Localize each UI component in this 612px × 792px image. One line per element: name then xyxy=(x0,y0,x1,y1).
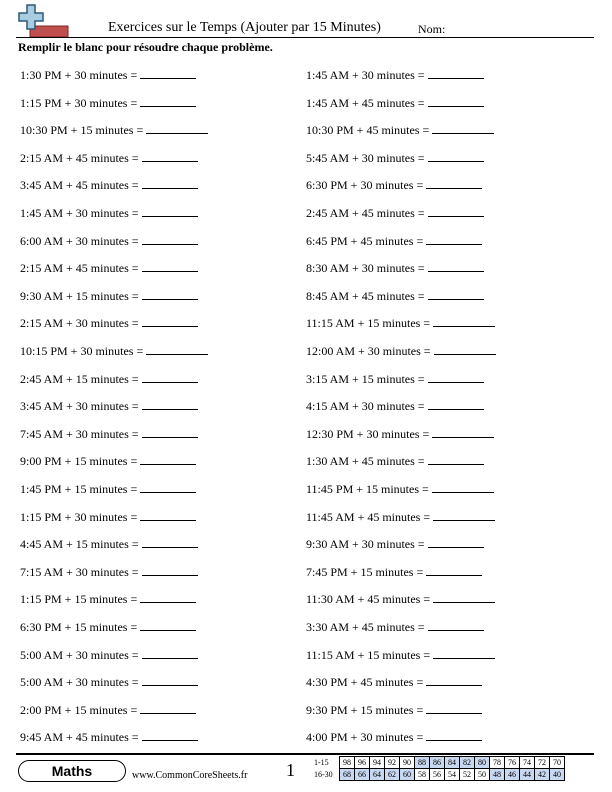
answer-blank[interactable] xyxy=(428,287,484,300)
problem-text: 5:00 AM + 30 minutes = xyxy=(20,675,139,690)
problem-text: 5:00 AM + 30 minutes = xyxy=(20,647,139,662)
score-row-labels xyxy=(314,757,333,781)
problem-item xyxy=(306,397,484,414)
problem-item xyxy=(306,287,484,304)
problem-item xyxy=(306,204,484,221)
problem-text: 4:30 PM + 45 minutes = xyxy=(306,675,424,690)
answer-blank[interactable] xyxy=(142,176,198,189)
problem-item xyxy=(306,728,482,745)
answer-blank[interactable] xyxy=(146,121,208,134)
score-row-label: 16-30 xyxy=(314,770,333,779)
answer-blank[interactable] xyxy=(433,508,495,521)
answer-blank[interactable] xyxy=(140,66,196,79)
score-cell: 78 xyxy=(490,757,505,769)
problem-text: 1:15 PM + 15 minutes = xyxy=(20,592,138,607)
score-cell: 92 xyxy=(385,757,400,769)
answer-blank[interactable] xyxy=(428,259,484,272)
problem-text: 3:15 AM + 15 minutes = xyxy=(306,371,425,386)
problem-text: 9:45 AM + 45 minutes = xyxy=(20,730,139,745)
problem-text: 11:45 AM + 45 minutes = xyxy=(306,509,431,524)
problem-text: 2:45 AM + 45 minutes = xyxy=(306,206,425,220)
score-cell: 54 xyxy=(445,769,460,781)
score-cell: 80 xyxy=(475,757,490,769)
problem-item xyxy=(306,535,484,552)
score-cell: 76 xyxy=(505,757,520,769)
answer-blank[interactable] xyxy=(426,563,482,576)
problem-text: 7:45 PM + 15 minutes = xyxy=(306,564,424,579)
problem-text: 6:00 AM + 30 minutes = xyxy=(20,233,139,248)
problem-item xyxy=(20,618,196,635)
answer-blank[interactable] xyxy=(142,397,198,410)
answer-blank[interactable] xyxy=(426,701,482,714)
answer-blank[interactable] xyxy=(142,204,198,217)
answer-blank[interactable] xyxy=(433,314,495,327)
footer-divider xyxy=(16,753,594,755)
problem-item xyxy=(306,370,484,387)
problem-item xyxy=(306,425,494,442)
problem-item xyxy=(306,452,484,469)
problem-item xyxy=(20,646,198,663)
answer-blank[interactable] xyxy=(140,590,196,603)
header-divider xyxy=(16,37,594,38)
answer-blank[interactable] xyxy=(426,673,482,686)
problem-item xyxy=(306,149,484,166)
problem-item xyxy=(306,480,494,497)
answer-blank[interactable] xyxy=(142,259,198,272)
page-title: Exercices sur le Temps (Ajouter par 15 Minutes) xyxy=(108,20,381,35)
answer-blank[interactable] xyxy=(428,204,484,217)
answer-blank[interactable] xyxy=(140,508,196,521)
answer-blank[interactable] xyxy=(142,728,198,741)
score-cell: 58 xyxy=(415,769,430,781)
answer-blank[interactable] xyxy=(428,66,484,79)
problem-text: 9:30 PM + 15 minutes = xyxy=(306,702,424,717)
answer-blank[interactable] xyxy=(428,535,484,548)
score-table xyxy=(339,756,565,781)
answer-blank[interactable] xyxy=(142,149,198,162)
problem-text: 7:15 AM + 30 minutes = xyxy=(20,564,139,579)
problem-item xyxy=(20,701,196,718)
score-cell: 62 xyxy=(385,769,400,781)
problem-item xyxy=(20,342,208,359)
problem-text: 2:15 AM + 45 minutes = xyxy=(20,261,139,276)
problem-item xyxy=(20,452,196,469)
problem-item xyxy=(306,66,484,83)
answer-blank[interactable] xyxy=(428,370,484,383)
problem-item xyxy=(20,508,196,525)
problem-text: 10:30 PM + 45 minutes = xyxy=(306,123,430,138)
problem-item xyxy=(306,646,495,663)
website-label: www.CommonCoreSheets.fr xyxy=(132,770,248,781)
name-label: Nom: xyxy=(418,22,446,36)
score-cell: 40 xyxy=(550,769,565,781)
problem-item xyxy=(20,121,208,138)
score-cell: 84 xyxy=(445,757,460,769)
score-cell: 94 xyxy=(370,757,385,769)
problem-text: 9:00 PM + 15 minutes = xyxy=(20,454,138,469)
problem-text: 1:30 PM + 30 minutes = xyxy=(20,68,138,82)
problem-text: 2:15 AM + 45 minutes = xyxy=(20,150,139,165)
problem-text: 4:15 AM + 30 minutes = xyxy=(306,399,425,414)
problem-text: 3:45 AM + 30 minutes = xyxy=(20,399,139,414)
problem-item xyxy=(306,259,484,276)
problem-item xyxy=(20,673,198,690)
problem-item xyxy=(20,176,198,193)
score-cell: 96 xyxy=(355,757,370,769)
score-cell: 50 xyxy=(475,769,490,781)
problem-item xyxy=(306,94,484,111)
answer-blank[interactable] xyxy=(426,176,482,189)
problem-item xyxy=(306,701,482,718)
answer-blank[interactable] xyxy=(142,673,198,686)
problem-text: 10:15 PM + 30 minutes = xyxy=(20,344,144,358)
problem-text: 1:45 AM + 45 minutes = xyxy=(306,95,425,110)
problem-item xyxy=(20,535,198,552)
score-cell: 64 xyxy=(370,769,385,781)
score-cell: 60 xyxy=(400,769,415,781)
problem-text: 6:30 PM + 30 minutes = xyxy=(306,178,424,193)
answer-blank[interactable] xyxy=(142,287,198,300)
problem-text: 8:45 AM + 45 minutes = xyxy=(306,288,425,303)
problem-text: 5:45 AM + 30 minutes = xyxy=(306,150,425,165)
problem-item xyxy=(20,204,198,221)
score-cell: 82 xyxy=(460,757,475,769)
answer-blank[interactable] xyxy=(142,425,198,438)
problem-item xyxy=(306,314,495,331)
problem-item xyxy=(20,314,198,331)
answer-blank[interactable] xyxy=(142,646,198,659)
score-cell: 48 xyxy=(490,769,505,781)
problem-text: 4:00 PM + 30 minutes = xyxy=(306,730,424,745)
answer-blank[interactable] xyxy=(142,535,198,548)
problem-text: 11:45 PM + 15 minutes = xyxy=(306,482,429,496)
problem-text: 2:15 AM + 30 minutes = xyxy=(20,316,139,331)
problem-item xyxy=(20,480,196,497)
problem-item xyxy=(20,425,198,442)
problem-item xyxy=(20,397,198,414)
score-cell: 52 xyxy=(460,769,475,781)
problem-item xyxy=(20,728,198,745)
problem-item xyxy=(20,259,198,276)
problem-text: 1:45 AM + 30 minutes = xyxy=(306,68,425,82)
score-cell: 44 xyxy=(520,769,535,781)
page-number: 1 xyxy=(286,760,295,780)
problem-item xyxy=(20,66,196,83)
problem-item xyxy=(306,508,495,525)
score-cell: 74 xyxy=(520,757,535,769)
score-cell: 68 xyxy=(340,769,355,781)
problem-text: 12:30 PM + 30 minutes = xyxy=(306,426,430,441)
problem-text: 12:00 AM + 30 minutes = xyxy=(306,344,431,358)
problem-item xyxy=(306,563,482,580)
score-cell: 98 xyxy=(340,757,355,769)
answer-blank[interactable] xyxy=(428,94,484,107)
problem-text: 10:30 PM + 15 minutes = xyxy=(20,123,144,138)
answer-blank[interactable] xyxy=(140,94,196,107)
answer-blank[interactable] xyxy=(432,480,494,493)
answer-blank[interactable] xyxy=(146,342,208,355)
answer-blank[interactable] xyxy=(142,563,198,576)
answer-blank[interactable] xyxy=(142,314,198,327)
problem-text: 1:30 AM + 45 minutes = xyxy=(306,454,425,469)
answer-blank[interactable] xyxy=(433,646,495,659)
problem-item xyxy=(20,590,196,607)
score-cell: 72 xyxy=(535,757,550,769)
problem-item xyxy=(20,563,198,580)
answer-blank[interactable] xyxy=(432,121,494,134)
problem-text: 7:45 AM + 30 minutes = xyxy=(20,426,139,441)
answer-blank[interactable] xyxy=(434,342,496,355)
problem-text: 4:45 AM + 15 minutes = xyxy=(20,537,139,552)
problem-text: 11:15 AM + 15 minutes = xyxy=(306,647,431,662)
problem-item xyxy=(20,232,198,249)
problem-text: 6:45 PM + 45 minutes = xyxy=(306,233,424,248)
problem-item xyxy=(306,673,482,690)
subject-badge: Maths xyxy=(18,760,126,782)
score-row xyxy=(340,769,565,781)
problem-item xyxy=(306,121,494,138)
answer-blank[interactable] xyxy=(140,480,196,493)
answer-blank[interactable] xyxy=(433,590,495,603)
problem-text: 3:45 AM + 45 minutes = xyxy=(20,178,139,193)
problem-text: 6:30 PM + 15 minutes = xyxy=(20,620,138,634)
answer-blank[interactable] xyxy=(428,452,484,465)
problem-item xyxy=(306,176,482,193)
problem-text: 11:30 AM + 45 minutes = xyxy=(306,592,431,607)
problem-text: 2:45 AM + 15 minutes = xyxy=(20,371,139,386)
answer-blank[interactable] xyxy=(142,232,198,245)
problem-text: 1:45 PM + 15 minutes = xyxy=(20,482,138,496)
problem-text: 3:30 AM + 45 minutes = xyxy=(306,620,425,634)
problem-text: 1:15 PM + 30 minutes = xyxy=(20,95,138,110)
problem-item xyxy=(20,94,196,111)
problem-item xyxy=(20,287,198,304)
score-cell: 86 xyxy=(430,757,445,769)
score-cell: 66 xyxy=(355,769,370,781)
score-row xyxy=(340,757,565,769)
plus-logo-icon xyxy=(18,4,70,38)
score-cell: 46 xyxy=(505,769,520,781)
problem-item xyxy=(20,149,198,166)
score-row-label: 1-15 xyxy=(314,758,329,767)
answer-blank[interactable] xyxy=(428,618,484,631)
answer-blank[interactable] xyxy=(432,425,494,438)
answer-blank[interactable] xyxy=(140,618,196,631)
problem-item xyxy=(306,590,495,607)
problem-text: 9:30 AM + 30 minutes = xyxy=(306,537,425,552)
answer-blank[interactable] xyxy=(428,397,484,410)
answer-blank[interactable] xyxy=(140,452,196,465)
score-cell: 88 xyxy=(415,757,430,769)
answer-blank[interactable] xyxy=(428,149,484,162)
problem-text: 9:30 AM + 15 minutes = xyxy=(20,288,139,303)
answer-blank[interactable] xyxy=(426,232,482,245)
score-cell: 56 xyxy=(430,769,445,781)
problem-text: 2:00 PM + 15 minutes = xyxy=(20,702,138,717)
problem-item xyxy=(306,618,484,635)
score-cell: 90 xyxy=(400,757,415,769)
problem-item xyxy=(306,232,482,249)
problem-text: 1:45 AM + 30 minutes = xyxy=(20,206,139,220)
problem-text: 1:15 PM + 30 minutes = xyxy=(20,509,138,524)
score-cell: 70 xyxy=(550,757,565,769)
instructions: Remplir le blanc pour résoudre chaque problème. xyxy=(18,40,273,54)
problem-text: 8:30 AM + 30 minutes = xyxy=(306,261,425,276)
answer-blank[interactable] xyxy=(426,728,482,741)
problem-text: 11:15 AM + 15 minutes = xyxy=(306,316,431,331)
score-cell: 42 xyxy=(535,769,550,781)
problem-item xyxy=(306,342,496,359)
problem-item xyxy=(20,370,198,387)
answer-blank[interactable] xyxy=(140,701,196,714)
answer-blank[interactable] xyxy=(142,370,198,383)
